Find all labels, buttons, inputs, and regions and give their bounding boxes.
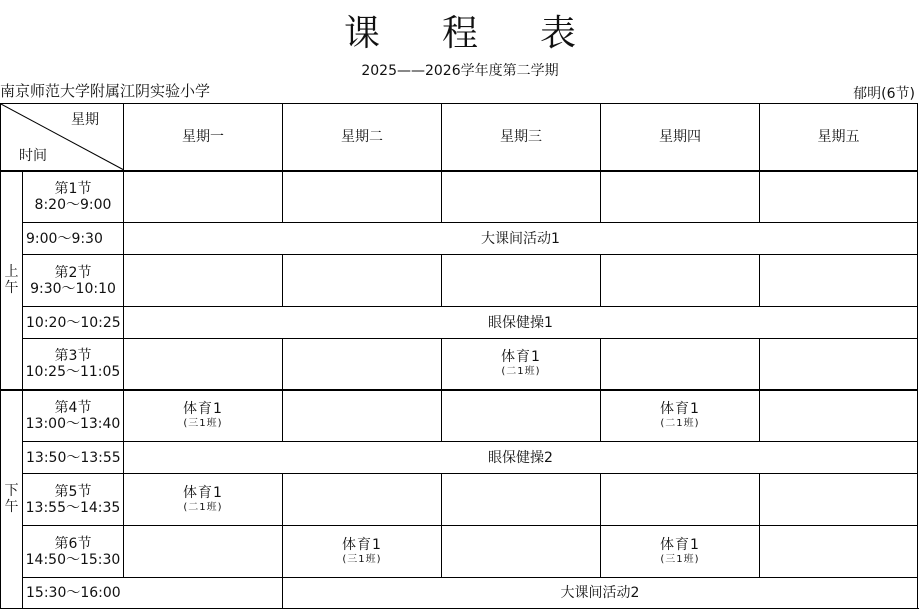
school-name: 南京师范大学附属江阴实验小学 — [0, 82, 211, 100]
course-cell — [601, 390, 760, 442]
course-cell — [601, 526, 760, 578]
course-name: 体育1 — [501, 348, 541, 365]
course-name: 体育1 — [183, 484, 223, 501]
period-cell-6 — [23, 526, 124, 578]
period-time: 13:00～13:40 — [25, 415, 121, 432]
course-cell — [601, 474, 760, 526]
table-row — [1, 171, 918, 223]
activity-cell: 眼保健操1 — [124, 307, 918, 339]
course-cell — [124, 474, 283, 526]
course-cell — [442, 171, 601, 223]
course-cell — [760, 474, 918, 526]
course-cell — [442, 526, 601, 578]
course-cell — [442, 390, 601, 442]
period-cell-2 — [23, 255, 124, 307]
course-cell — [124, 255, 283, 307]
course-cell — [760, 255, 918, 307]
course-cell — [283, 255, 442, 307]
course-cell — [124, 526, 283, 578]
activity-cell: 大课间活动2 — [283, 578, 918, 609]
table-row — [1, 578, 918, 609]
course-cell — [601, 255, 760, 307]
period-time: 13:55～14:35 — [25, 499, 121, 516]
activity-time: 13:50～13:55 — [23, 442, 124, 474]
activity-cell: 大课间活动1 — [124, 223, 918, 255]
course-cell — [283, 171, 442, 223]
course-name: 体育1 — [660, 536, 700, 553]
activity-time: 9:00～9:30 — [23, 223, 124, 255]
class-name: (二1班) — [183, 501, 223, 513]
course-cell — [601, 339, 760, 390]
course-cell — [283, 390, 442, 442]
course-name: 体育1 — [342, 536, 382, 553]
course-cell — [760, 171, 918, 223]
course-name: 体育1 — [660, 400, 700, 417]
day-header-fri: 星期五 — [760, 104, 918, 171]
morning-label-char-1: 上 — [4, 264, 19, 280]
period-time: 9:30～10:10 — [30, 280, 116, 297]
course-cell — [124, 171, 283, 223]
table-row — [1, 223, 918, 255]
course-cell — [283, 339, 442, 390]
course-cell — [442, 474, 601, 526]
activity-time: 10:20～10:25 — [23, 307, 124, 339]
activity-cell: 眼保健操2 — [124, 442, 918, 474]
course-cell — [442, 255, 601, 307]
day-header-mon: 星期一 — [124, 104, 283, 171]
table-row — [1, 526, 918, 578]
morning-label — [1, 171, 23, 390]
table-row — [1, 442, 918, 474]
day-header-tue: 星期二 — [283, 104, 442, 171]
afternoon-label-char-2: 午 — [4, 499, 19, 516]
period-cell-4 — [23, 390, 124, 442]
table-row — [1, 255, 918, 307]
afternoon-label-char-1: 下 — [4, 483, 19, 500]
day-header-thu: 星期四 — [601, 104, 760, 171]
teacher-name: 郁明(6节) — [853, 86, 915, 102]
corner-cell — [1, 104, 124, 171]
course-cell — [124, 390, 283, 442]
course-cell — [283, 474, 442, 526]
course-cell — [601, 171, 760, 223]
table-row — [1, 390, 918, 442]
period-cell-1 — [23, 171, 124, 223]
course-cell — [760, 339, 918, 390]
corner-time-label: 时间 — [19, 147, 47, 164]
page-title: 课程表 — [343, 13, 638, 54]
corner-weekday-label: 星期 — [71, 112, 99, 128]
period-cell-5 — [23, 474, 124, 526]
table-row — [1, 339, 918, 390]
class-name: (三1班) — [183, 417, 223, 429]
period-name: 第5节 — [54, 483, 92, 500]
morning-label-char-2: 午 — [4, 280, 19, 296]
semester-subtitle: 2025——2026学年度第二学期 — [361, 63, 559, 79]
period-time: 8:20～9:00 — [34, 196, 112, 213]
table-row — [1, 307, 918, 339]
class-name: (二1班) — [501, 365, 541, 377]
class-name: (三1班) — [342, 553, 382, 565]
course-name: 体育1 — [183, 400, 223, 417]
period-time: 10:25～11:05 — [25, 363, 121, 380]
header-row — [1, 104, 918, 171]
day-header-wed: 星期三 — [442, 104, 601, 171]
class-name: (三1班) — [660, 553, 700, 565]
class-name: (二1班) — [660, 417, 700, 429]
afternoon-label — [1, 390, 23, 609]
period-name: 第3节 — [54, 347, 92, 364]
table-row — [1, 474, 918, 526]
course-cell — [760, 526, 918, 578]
course-cell — [124, 339, 283, 390]
period-name: 第6节 — [54, 535, 92, 552]
period-name: 第2节 — [54, 264, 92, 281]
course-cell — [760, 390, 918, 442]
timetable — [0, 103, 918, 609]
period-name: 第4节 — [54, 399, 92, 416]
course-cell — [442, 339, 601, 390]
course-cell — [283, 526, 442, 578]
activity-time: 15:30～16:00 — [23, 578, 283, 609]
period-time: 14:50～15:30 — [25, 551, 121, 568]
period-name: 第1节 — [54, 180, 92, 197]
period-cell-3 — [23, 339, 124, 390]
